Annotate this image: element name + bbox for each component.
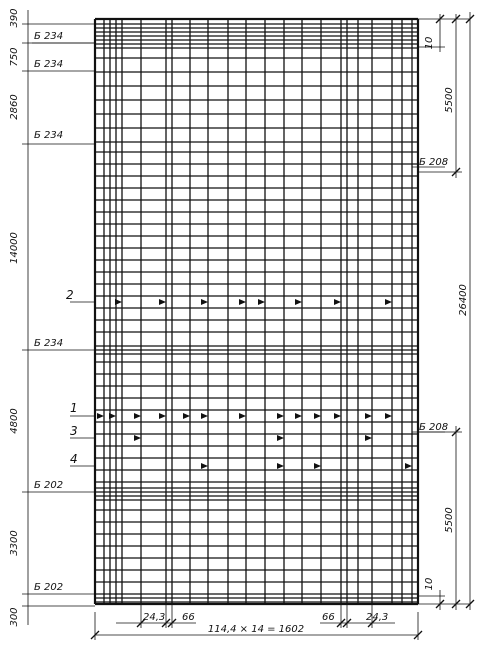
left-bar-marks xyxy=(32,31,95,593)
position-labels xyxy=(66,288,96,466)
arrow-marker-row-3 xyxy=(277,435,284,441)
arrow-marker-row-1 xyxy=(159,413,166,419)
arrow-marker-row-2 xyxy=(385,299,392,305)
arrow-marker-row-2 xyxy=(239,299,246,305)
bar-mark-b208-1: Б 208 xyxy=(419,157,449,168)
dim-right-gap: 66 xyxy=(322,612,335,623)
arrow-marker-row-1 xyxy=(385,413,392,419)
dim-14000: 14000 xyxy=(9,232,20,264)
position-label-3: 3 xyxy=(70,424,78,438)
bar-mark-b234-4: Б 234 xyxy=(34,338,64,349)
dim-left-gap: 66 xyxy=(182,612,195,623)
arrow-marker-row-2 xyxy=(334,299,341,305)
arrow-marker-row-2 xyxy=(295,299,302,305)
arrow-marker-row-1 xyxy=(239,413,246,419)
arrow-marker-row-1 xyxy=(365,413,372,419)
bar-mark-b234-3: Б 234 xyxy=(34,130,64,141)
bar-mark-b234-2: Б 234 xyxy=(34,59,64,70)
arrow-marker-row-1 xyxy=(334,413,341,419)
arrow-marker-row-2 xyxy=(159,299,166,305)
dim-3300: 3300 xyxy=(9,530,20,556)
dim-bottom-gap: 10 xyxy=(424,577,435,591)
dim-lower-span: 5500 xyxy=(444,507,455,533)
dim-2860: 2860 xyxy=(9,94,20,120)
arrow-marker-row-4 xyxy=(314,463,321,469)
arrow-marker-row-1 xyxy=(277,413,284,419)
left-dimension-chain xyxy=(9,8,95,626)
dim-750: 750 xyxy=(9,47,20,67)
arrow-marker-row-3 xyxy=(134,435,141,441)
arrow-marker-row-1 xyxy=(134,413,141,419)
arrow-marker-row-1 xyxy=(109,413,116,419)
arrow-marker-row-1 xyxy=(314,413,321,419)
dim-300: 300 xyxy=(9,607,20,627)
bar-mark-b208-2: Б 208 xyxy=(419,422,449,433)
right-dimension-chain xyxy=(418,12,474,610)
bar-mark-b202-1: Б 202 xyxy=(34,480,64,491)
arrow-marker-row-1 xyxy=(201,413,208,419)
dim-total-width: 114,4 × 14 = 1602 xyxy=(207,624,305,635)
arrow-marker-row-4 xyxy=(405,463,412,469)
arrow-marker-row-1 xyxy=(295,413,302,419)
arrow-marker-row-4 xyxy=(201,463,208,469)
arrow-marker-row-2 xyxy=(115,299,122,305)
arrow-marker-row-4 xyxy=(277,463,284,469)
arrow-marker-row-2 xyxy=(258,299,265,305)
reinforcement-mesh xyxy=(95,19,418,604)
position-label-4: 4 xyxy=(70,452,78,466)
dim-total-span: 26400 xyxy=(458,284,469,316)
position-label-1: 1 xyxy=(70,401,78,415)
bar-mark-b202-2: Б 202 xyxy=(34,582,64,593)
arrow-marker-row-2 xyxy=(201,299,208,305)
arrow-marker-row-3 xyxy=(365,435,372,441)
dim-4800: 4800 xyxy=(9,408,20,434)
bar-mark-b234-1: Б 234 xyxy=(34,31,64,42)
dim-left-pitch: 24,3 xyxy=(143,612,166,623)
position-label-2: 2 xyxy=(66,288,74,302)
dim-upper-span: 5500 xyxy=(444,87,455,113)
dim-390: 390 xyxy=(9,8,20,28)
arrow-marker-row-1 xyxy=(97,413,104,419)
bottom-dimension-chain xyxy=(91,605,422,640)
arrow-marker-row-1 xyxy=(183,413,190,419)
dim-right-pitch: 24,3 xyxy=(366,612,389,623)
dim-top-gap: 10 xyxy=(424,36,435,50)
